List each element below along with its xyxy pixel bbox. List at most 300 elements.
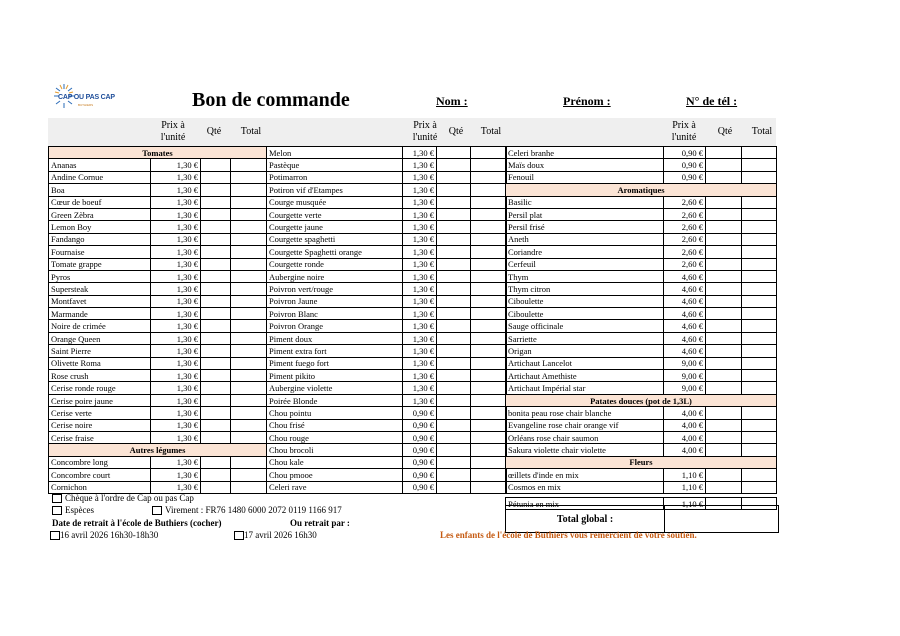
thanks-message: Les enfants de l'école de Buthiers vous remercient de votre soutien. (440, 530, 697, 540)
quantity-cell[interactable] (437, 444, 471, 456)
virement-checkbox[interactable] (152, 506, 162, 515)
total-cell[interactable] (231, 295, 267, 307)
product-table (505, 146, 777, 510)
product-price: 1,30 € (151, 370, 201, 382)
product-price: 9,00 € (664, 382, 706, 394)
product-row (267, 345, 507, 357)
logo-subtext: BUTHIERS (78, 103, 94, 107)
header-qte: Qté (448, 126, 464, 137)
quantity-cell[interactable] (706, 283, 742, 295)
product-name: Artichaut Impérial star (506, 382, 664, 394)
product-price: 2,60 € (664, 208, 706, 220)
quantity-cell[interactable] (437, 320, 471, 332)
product-price: 1,30 € (151, 357, 201, 369)
quantity-cell[interactable] (706, 233, 742, 245)
product-name: Poivron Jaune (267, 295, 403, 307)
quantity-cell[interactable] (201, 407, 231, 419)
quantity-cell[interactable] (437, 469, 471, 481)
pickup-option-2[interactable] (234, 530, 317, 540)
total-cell[interactable] (231, 270, 267, 282)
category-row (49, 147, 267, 159)
product-row (49, 456, 267, 468)
total-cell[interactable] (471, 147, 507, 159)
product-price: 1,30 € (403, 159, 437, 171)
product-price: 2,60 € (664, 233, 706, 245)
product-price: 1,10 € (664, 497, 706, 509)
pickup-1-checkbox[interactable] (50, 531, 60, 540)
total-cell[interactable] (742, 233, 777, 245)
quantity-cell[interactable] (437, 481, 471, 493)
product-row (506, 357, 777, 369)
quantity-cell[interactable] (706, 221, 742, 233)
total-cell[interactable] (471, 407, 507, 419)
total-cell[interactable] (231, 159, 267, 171)
product-price: 0,90 € (403, 419, 437, 431)
quantity-cell[interactable] (437, 345, 471, 357)
total-cell[interactable] (471, 456, 507, 468)
product-price: 4,60 € (664, 320, 706, 332)
product-name: Andine Cornue (49, 171, 151, 183)
total-cell[interactable] (231, 208, 267, 220)
quantity-cell[interactable] (201, 233, 231, 245)
quantity-cell[interactable] (706, 147, 742, 159)
quantity-cell[interactable] (437, 147, 471, 159)
quantity-cell[interactable] (706, 469, 742, 481)
product-name: Sarriette (506, 332, 664, 344)
quantity-cell[interactable] (201, 283, 231, 295)
product-name: Cornichon (49, 481, 151, 493)
total-cell[interactable] (471, 208, 507, 220)
quantity-cell[interactable] (706, 382, 742, 394)
quantity-cell[interactable] (437, 431, 471, 443)
total-cell[interactable] (742, 270, 777, 282)
pickup-option-1[interactable] (50, 530, 158, 540)
product-price: 0,90 € (403, 481, 437, 493)
total-cell[interactable] (471, 171, 507, 183)
quantity-cell[interactable] (437, 332, 471, 344)
product-name: Melon (267, 147, 403, 159)
total-cell[interactable] (742, 481, 777, 493)
total-cell[interactable] (471, 184, 507, 196)
quantity-cell[interactable] (201, 332, 231, 344)
quantity-cell[interactable] (201, 394, 231, 406)
product-price: 1,30 € (403, 320, 437, 332)
payment-virement[interactable] (152, 505, 342, 515)
product-name: Pétunia en mix (506, 497, 664, 509)
total-cell[interactable] (471, 283, 507, 295)
quantity-cell[interactable] (706, 370, 742, 382)
total-cell[interactable] (231, 283, 267, 295)
total-cell[interactable] (471, 357, 507, 369)
header-total: Total (240, 126, 262, 137)
total-cell[interactable] (231, 171, 267, 183)
product-row (267, 233, 507, 245)
product-section-1 (48, 118, 267, 494)
total-cell[interactable] (231, 345, 267, 357)
total-cell[interactable] (471, 320, 507, 332)
product-price: 1,30 € (403, 208, 437, 220)
total-cell[interactable] (742, 147, 777, 159)
total-cell[interactable] (742, 444, 777, 456)
total-cell[interactable] (471, 431, 507, 443)
quantity-cell[interactable] (437, 283, 471, 295)
quantity-cell[interactable] (437, 407, 471, 419)
quantity-cell[interactable] (201, 258, 231, 270)
product-name: Cerfeuil (506, 258, 664, 270)
product-price: 4,60 € (664, 295, 706, 307)
product-price: 1,30 € (151, 270, 201, 282)
quantity-cell[interactable] (706, 332, 742, 344)
total-cell[interactable] (231, 481, 267, 493)
product-price: 4,00 € (664, 431, 706, 443)
quantity-cell[interactable] (437, 233, 471, 245)
product-name: Orléans rose chair saumon (506, 431, 664, 443)
quantity-cell[interactable] (706, 407, 742, 419)
product-price: 1,30 € (151, 456, 201, 468)
total-cell[interactable] (231, 258, 267, 270)
total-cell[interactable] (742, 370, 777, 382)
quantity-cell[interactable] (201, 184, 231, 196)
product-row (49, 233, 267, 245)
product-row (506, 382, 777, 394)
total-cell[interactable] (742, 431, 777, 443)
quantity-cell[interactable] (201, 370, 231, 382)
total-cell[interactable] (231, 246, 267, 258)
product-row (267, 184, 507, 196)
product-row (267, 196, 507, 208)
quantity-cell[interactable] (437, 159, 471, 171)
quantity-cell[interactable] (437, 258, 471, 270)
quantity-cell[interactable] (437, 184, 471, 196)
pickup-2-checkbox[interactable] (234, 531, 244, 540)
total-cell[interactable] (471, 246, 507, 258)
product-price: 1,30 € (151, 221, 201, 233)
product-row (49, 270, 267, 282)
total-cell[interactable] (471, 370, 507, 382)
total-cell[interactable] (231, 456, 267, 468)
product-row (267, 419, 507, 431)
product-row (506, 431, 777, 443)
quantity-cell[interactable] (201, 357, 231, 369)
quantity-cell[interactable] (437, 171, 471, 183)
total-cell[interactable] (742, 159, 777, 171)
total-cell[interactable] (742, 469, 777, 481)
quantity-cell[interactable] (201, 159, 231, 171)
product-row (49, 196, 267, 208)
product-name: Poivron Blanc (267, 308, 403, 320)
total-cell[interactable] (471, 233, 507, 245)
total-cell[interactable] (231, 332, 267, 344)
product-row (49, 159, 267, 171)
quantity-cell[interactable] (201, 481, 231, 493)
product-row (267, 308, 507, 320)
quantity-cell[interactable] (437, 270, 471, 282)
product-price: 1,30 € (151, 431, 201, 443)
product-price: 1,30 € (151, 171, 201, 183)
product-row (267, 456, 507, 468)
total-cell[interactable] (742, 407, 777, 419)
quantity-cell[interactable] (201, 308, 231, 320)
product-name: Piment extra fort (267, 345, 403, 357)
total-cell[interactable] (231, 221, 267, 233)
product-name: Tomate grappe (49, 258, 151, 270)
quantity-cell[interactable] (201, 345, 231, 357)
product-name: Fenouil (506, 171, 664, 183)
column-header-row (266, 118, 506, 146)
quantity-cell[interactable] (201, 419, 231, 431)
total-cell[interactable] (742, 171, 777, 183)
total-cell[interactable] (471, 481, 507, 493)
quantity-cell[interactable] (437, 357, 471, 369)
product-row (267, 469, 507, 481)
quantity-cell[interactable] (201, 295, 231, 307)
quantity-cell[interactable] (437, 394, 471, 406)
payment-especes[interactable] (52, 505, 94, 515)
quantity-cell[interactable] (437, 370, 471, 382)
total-cell[interactable] (742, 357, 777, 369)
total-cell[interactable] (231, 419, 267, 431)
quantity-cell[interactable] (706, 208, 742, 220)
total-cell[interactable] (231, 320, 267, 332)
quantity-cell[interactable] (201, 208, 231, 220)
total-cell[interactable] (742, 382, 777, 394)
total-cell[interactable] (471, 419, 507, 431)
total-cell[interactable] (742, 196, 777, 208)
quantity-cell[interactable] (706, 444, 742, 456)
product-price: 1,30 € (151, 469, 201, 481)
product-row (267, 370, 507, 382)
product-row (49, 382, 267, 394)
product-row (506, 295, 777, 307)
total-cell[interactable] (471, 444, 507, 456)
payment-cheque[interactable] (52, 493, 194, 503)
total-cell[interactable] (231, 184, 267, 196)
product-price: 1,30 € (403, 246, 437, 258)
product-row (49, 221, 267, 233)
total-global-value[interactable] (665, 506, 779, 533)
product-row (49, 345, 267, 357)
product-price: 1,30 € (151, 295, 201, 307)
quantity-cell[interactable] (437, 208, 471, 220)
product-price: 1,30 € (151, 184, 201, 196)
total-cell[interactable] (742, 208, 777, 220)
total-cell[interactable] (471, 295, 507, 307)
product-price: 1,30 € (151, 246, 201, 258)
product-name: Concombre long (49, 456, 151, 468)
quantity-cell[interactable] (437, 246, 471, 258)
product-name: Ananas (49, 159, 151, 171)
product-name: Fandango (49, 233, 151, 245)
quantity-cell[interactable] (201, 456, 231, 468)
product-row (267, 407, 507, 419)
product-row (49, 258, 267, 270)
quantity-cell[interactable] (201, 431, 231, 443)
product-row (267, 357, 507, 369)
total-cell[interactable] (471, 345, 507, 357)
total-cell[interactable] (742, 221, 777, 233)
header-prix: Prix à l'unité (160, 120, 186, 143)
total-cell[interactable] (742, 332, 777, 344)
quantity-cell[interactable] (201, 270, 231, 282)
total-cell[interactable] (231, 382, 267, 394)
tel-label: N° de tél : (686, 94, 738, 108)
product-row (49, 370, 267, 382)
total-cell[interactable] (471, 308, 507, 320)
total-cell[interactable] (742, 419, 777, 431)
header-prix: Prix à l'unité (412, 120, 438, 143)
product-price: 2,60 € (664, 221, 706, 233)
product-row (267, 246, 507, 258)
product-price: 1,30 € (403, 258, 437, 270)
quantity-cell[interactable] (706, 320, 742, 332)
product-row (49, 469, 267, 481)
total-cell[interactable] (231, 431, 267, 443)
product-name: Rose crush (49, 370, 151, 382)
product-name: Courgette jaune (267, 221, 403, 233)
total-cell[interactable] (742, 283, 777, 295)
quantity-cell[interactable] (437, 221, 471, 233)
quantity-cell[interactable] (706, 159, 742, 171)
total-cell[interactable] (471, 270, 507, 282)
product-price: 1,30 € (151, 419, 201, 431)
column-header-row (505, 118, 776, 146)
quantity-cell[interactable] (706, 258, 742, 270)
product-name: Aubergine violette (267, 382, 403, 394)
product-price: 2,60 € (664, 246, 706, 258)
product-name: Chou pointu (267, 407, 403, 419)
product-row (267, 382, 507, 394)
total-cell[interactable] (471, 469, 507, 481)
product-price: 1,30 € (151, 208, 201, 220)
product-row (506, 481, 777, 493)
product-price: 1,30 € (403, 184, 437, 196)
quantity-cell[interactable] (437, 419, 471, 431)
total-cell[interactable] (742, 246, 777, 258)
product-price: 1,30 € (403, 283, 437, 295)
quantity-cell[interactable] (201, 246, 231, 258)
product-row (506, 283, 777, 295)
total-cell[interactable] (471, 258, 507, 270)
product-row (49, 320, 267, 332)
quantity-cell[interactable] (437, 196, 471, 208)
product-table (266, 146, 507, 494)
product-row (506, 246, 777, 258)
total-cell[interactable] (471, 394, 507, 406)
total-cell[interactable] (231, 308, 267, 320)
product-row (267, 295, 507, 307)
total-cell[interactable] (742, 345, 777, 357)
quantity-cell[interactable] (706, 270, 742, 282)
quantity-cell[interactable] (706, 481, 742, 493)
quantity-cell[interactable] (437, 456, 471, 468)
product-row (506, 270, 777, 282)
cheque-checkbox[interactable] (52, 494, 62, 503)
product-price: 1,30 € (151, 320, 201, 332)
quantity-cell[interactable] (706, 196, 742, 208)
total-cell[interactable] (471, 382, 507, 394)
total-cell[interactable] (231, 407, 267, 419)
quantity-cell[interactable] (706, 171, 742, 183)
product-name: Pastèque (267, 159, 403, 171)
product-price: 1,30 € (151, 345, 201, 357)
product-row (506, 345, 777, 357)
quantity-cell[interactable] (437, 308, 471, 320)
product-row (506, 419, 777, 431)
category-header: Aromatiques (506, 184, 777, 196)
product-section-2 (266, 118, 507, 494)
total-cell[interactable] (471, 196, 507, 208)
product-price: 1,30 € (151, 382, 201, 394)
quantity-cell[interactable] (437, 295, 471, 307)
product-price: 1,30 € (151, 394, 201, 406)
total-cell[interactable] (742, 308, 777, 320)
product-row (506, 171, 777, 183)
quantity-cell[interactable] (201, 469, 231, 481)
total-cell[interactable] (742, 258, 777, 270)
quantity-cell[interactable] (201, 382, 231, 394)
nom-label: Nom : (436, 94, 468, 108)
total-cell[interactable] (231, 394, 267, 406)
quantity-cell[interactable] (437, 382, 471, 394)
product-name: Basilic (506, 196, 664, 208)
total-cell[interactable] (231, 370, 267, 382)
total-cell[interactable] (471, 159, 507, 171)
quantity-cell[interactable] (706, 308, 742, 320)
product-name: Courgette Spaghetti orange (267, 246, 403, 258)
quantity-cell[interactable] (706, 357, 742, 369)
category-row (49, 444, 267, 456)
header-qte: Qté (717, 126, 733, 137)
product-row (267, 320, 507, 332)
total-cell[interactable] (231, 196, 267, 208)
product-name: Artichaut Lancelot (506, 357, 664, 369)
total-cell[interactable] (231, 469, 267, 481)
total-cell[interactable] (471, 221, 507, 233)
logo-text: CAP OU PAS CAP (58, 94, 115, 101)
product-price: 4,60 € (664, 345, 706, 357)
product-price: 4,00 € (664, 419, 706, 431)
total-cell[interactable] (231, 233, 267, 245)
quantity-cell[interactable] (706, 295, 742, 307)
quantity-cell[interactable] (201, 196, 231, 208)
product-row (506, 407, 777, 419)
pickup-1-label: 16 avril 2026 16h30-18h30 (60, 530, 159, 540)
product-name: Chou frisé (267, 419, 403, 431)
product-price: 1,30 € (403, 295, 437, 307)
product-price: 1,30 € (403, 394, 437, 406)
total-cell[interactable] (231, 357, 267, 369)
quantity-cell[interactable] (706, 246, 742, 258)
quantity-cell[interactable] (201, 320, 231, 332)
especes-checkbox[interactable] (52, 506, 62, 515)
product-row (49, 208, 267, 220)
total-cell[interactable] (471, 332, 507, 344)
quantity-cell[interactable] (706, 431, 742, 443)
quantity-cell[interactable] (201, 221, 231, 233)
total-cell[interactable] (742, 320, 777, 332)
quantity-cell[interactable] (706, 419, 742, 431)
product-name: Montfavet (49, 295, 151, 307)
product-price: 0,90 € (403, 444, 437, 456)
product-price: 1,30 € (151, 159, 201, 171)
product-name: Piment fuego fort (267, 357, 403, 369)
quantity-cell[interactable] (201, 171, 231, 183)
quantity-cell[interactable] (706, 345, 742, 357)
product-name: Fournaise (49, 246, 151, 258)
category-row (506, 456, 777, 468)
total-cell[interactable] (742, 295, 777, 307)
especes-label: Espèces (65, 505, 94, 515)
